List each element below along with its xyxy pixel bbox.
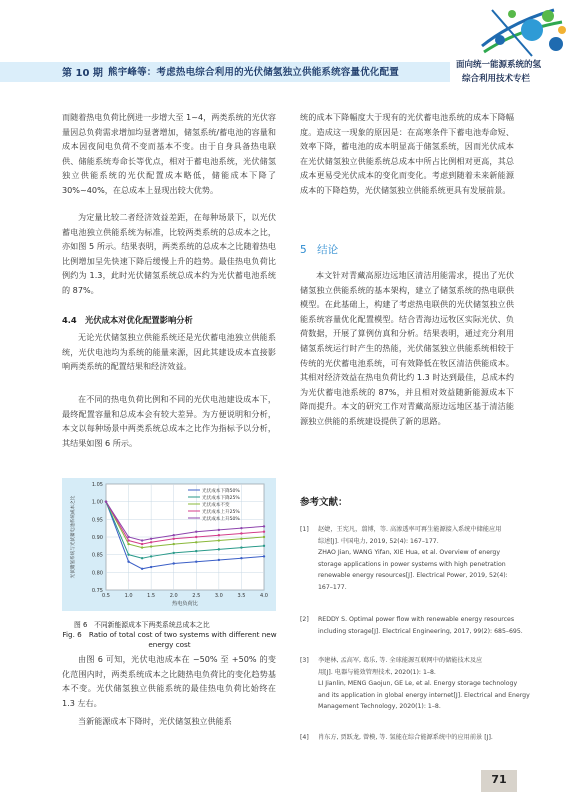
x-axis-label: 热电负荷比 bbox=[172, 601, 198, 607]
data-point bbox=[218, 539, 220, 541]
reference-line: 用[J]. 电器与能效管理技术, 2020(1): 1–8. bbox=[318, 668, 436, 676]
paragraph: 无论光伏储氢独立供能系统还是光伏蓄电池独立供能系统，光伏电池均为系统的能量来源，因此其建设成本直接影响两类系统的配置结果和经济效益。 bbox=[62, 332, 276, 372]
reference-line: including storage[J]. Electrical Engineering, 2017, 99(2): 685–695. bbox=[318, 627, 523, 635]
paragraph: 由图 6 可知，光伏电池成本在 −50% 至 +50% 的变化范围内时，两类系统成本之比随热电负荷比的变化趋势基本不变。光伏储氢独立供能系统的最佳热电负荷比始终在 1.3 左右。 bbox=[62, 654, 276, 708]
legend-label: 光伏成本下降25% bbox=[202, 495, 240, 501]
paragraph: 本文针对青藏高原边远地区清洁用能需求，提出了光伏储氢独立供能系统的基本架构，建立了储氢系统的热电联供模型。在此基础上，构建了考虑热电联供的光伏储氢独立供能系统容量优化配置模型。结合青海边远牧区实际光伏、负荷数据，开展了算例仿真和分析。结果表明，通过充分利用储氢系统运行时产生的热能，光伏储氢独立供能系统相较于传统的光伏蓄电池系统，可有效降低在牧区清洁供能成本。其相对经济效益在热电负荷比约 1.3 时达到最佳，总成本约为光伏蓄电池系统的 87%，并且相对效益随新能源成本下降而提升。本文的研究工作对青藏高原边远地区基于清洁能源独立供能的系统建设提供了新的思路。 bbox=[300, 270, 514, 426]
legend-label: 光伏成本不变 bbox=[202, 502, 230, 508]
reference-item bbox=[300, 524, 514, 596]
data-point bbox=[141, 546, 143, 548]
x-tick-label: 0.5 bbox=[102, 593, 110, 599]
reference-line: 赵婕，王宪凡，翦博，等. 高渗透率可再生能源接入系统中储能应用 bbox=[318, 526, 502, 533]
x-tick-label: 3.5 bbox=[237, 593, 246, 599]
data-point bbox=[263, 555, 265, 557]
data-point bbox=[141, 543, 143, 545]
data-point bbox=[141, 568, 143, 570]
reference-line: storage applications in power systems with high penetration bbox=[318, 560, 506, 568]
data-point bbox=[195, 536, 197, 538]
data-point bbox=[105, 500, 107, 502]
data-point bbox=[127, 539, 129, 541]
data-point bbox=[150, 566, 152, 568]
data-point bbox=[240, 532, 242, 534]
reference-line: 综述[J]. 中国电力, 2019, 52(4): 167–177. bbox=[318, 537, 439, 545]
y-tick-label: 0.80 bbox=[91, 570, 103, 577]
issue-label: 第 10 期 bbox=[62, 68, 103, 79]
data-point bbox=[263, 536, 265, 538]
cost-ratio-chart bbox=[62, 478, 276, 611]
paragraph: 为定量比较二者经济效益差距，在每种场景下，以光伏蓄电池独立供能系统为标准，比较两类系统的总成本之比，亦如图 5 所示。结果表明，两类系统的总成本之比随着热电比例增加呈先快速下降后缓慢上升的趋势。最佳热电负荷比例约为 1.3，此时光伏储氢系统总成本约为光伏蓄电池系统的 87%。 bbox=[62, 212, 276, 295]
reference-line: 肖东方, 贾跃龙, 曾模, 等. 氢能在综合能源系统中的应用前景 [J]. bbox=[318, 734, 493, 741]
reference-line: ZHAO Jian, WANG Yifan, XIE Hua, et al. Overview of energy bbox=[318, 549, 501, 557]
data-point bbox=[240, 538, 242, 540]
energy-network-icon bbox=[462, 0, 570, 62]
y-tick-label: 1.05 bbox=[91, 482, 103, 488]
reference-number: [4] bbox=[300, 734, 309, 741]
y-axis-label: 光伏储氢系统与光伏蓄电池系统成本之比 bbox=[71, 495, 76, 579]
reference-line: 李建林, 孟高军, 葛乐, 等. 全球能源互联网中的储能技术及应 bbox=[318, 657, 483, 664]
data-point bbox=[195, 561, 197, 563]
section-heading-5: 5 结论 bbox=[300, 244, 339, 256]
data-point bbox=[173, 534, 175, 536]
data-point bbox=[150, 538, 152, 540]
reference-line: and its application in global energy internet[J]. Electrical and Energy bbox=[318, 691, 530, 699]
references-heading: 参考文献： bbox=[300, 497, 348, 508]
data-point bbox=[263, 531, 265, 533]
data-point bbox=[195, 541, 197, 543]
data-point bbox=[173, 538, 175, 540]
x-tick-label: 1.5 bbox=[147, 593, 156, 599]
figure-caption-cn: 图 6 不同新能源成本下两类系统总成本之比 bbox=[74, 621, 210, 629]
data-point bbox=[173, 543, 175, 545]
data-point bbox=[263, 525, 265, 527]
x-tick-label: 1.0 bbox=[124, 593, 133, 599]
running-title: 熊宇峰等：考虑热电综合利用的光伏储氢独立供能系统容量优化配置 bbox=[108, 67, 400, 78]
reference-item bbox=[300, 732, 514, 746]
data-point bbox=[150, 545, 152, 547]
data-point bbox=[127, 561, 129, 563]
y-tick-label: 0.85 bbox=[91, 552, 103, 559]
reference-line: Management Technology, 2020(1): 1–8. bbox=[318, 703, 441, 711]
page-number: 71 bbox=[491, 773, 507, 786]
data-point bbox=[127, 553, 129, 555]
reference-number: [2] bbox=[300, 616, 309, 623]
reference-number: [3] bbox=[300, 657, 309, 664]
paragraph: 而随着热电负荷比例进一步增大至 1~4，两类系统的光伏容量因总负荷需求增加均显著增加，储氢系统/蓄电池的容量和成本因夜间电负荷不变而基本不变。由于自身具备热电联供、储能系统寿命长等优点，相对于蓄电池系统，光伏储氢独立供能系统的光伏配置成本略低，储能成本下降了 30%~40%，在总成本上显现出较大优势。 bbox=[62, 112, 276, 195]
legend-label: 光伏成本下降50% bbox=[202, 488, 240, 494]
data-point bbox=[195, 550, 197, 552]
legend-label: 光伏成本上升25% bbox=[202, 509, 240, 515]
reference-line: renewable energy resources[J]. Electrical Power, 2019, 52(4): bbox=[318, 572, 508, 580]
reference-item bbox=[300, 655, 530, 715]
data-point bbox=[218, 529, 220, 531]
data-point bbox=[218, 534, 220, 536]
reference-line: REDDY S. Optimal power flow with renewable energy resources bbox=[318, 616, 515, 623]
data-point bbox=[141, 539, 143, 541]
column-title-line2: 综合利用技术专栏 bbox=[462, 74, 531, 84]
paragraph: 统的成本下降幅度大于现有的光伏蓄电池系统的成本下降幅度。造成这一现象的原因是：在高寒条件下蓄电池寿命短、效率下降，蓄电池的成本明显高于储氢系统，因而光伏成本在光伏储氢独立供能系统总成本中所占比例相对更高，其总成本更易受光伏成本的变化而变化。考虑到随着未来新能源成本的下降趋势，光伏储氢独立供能系统更具有发展前景。 bbox=[300, 112, 514, 195]
data-point bbox=[240, 527, 242, 529]
reference-line: LI Jianlin, MENG Gaojun, GE Le, et al. Energy storage technology bbox=[318, 680, 518, 688]
paragraph: 当新能源成本下降时，光伏储氢独立供能系 bbox=[78, 716, 232, 726]
figure-caption-en: Fig. 6 Ratio of total cost of two systems with different new energy cost bbox=[62, 630, 277, 649]
data-point bbox=[173, 562, 175, 564]
y-tick-label: 0.95 bbox=[91, 517, 103, 524]
data-point bbox=[240, 557, 242, 559]
data-point bbox=[195, 531, 197, 533]
y-tick-label: 1.00 bbox=[91, 499, 103, 506]
reference-number: [1] bbox=[300, 526, 309, 533]
section-heading-4-4: 4.4 光伏成本对优化配置影响分析 bbox=[62, 315, 193, 325]
legend-label: 光伏成本上升50% bbox=[202, 516, 240, 522]
data-point bbox=[263, 545, 265, 547]
x-tick-label: 2.0 bbox=[169, 593, 178, 599]
data-point bbox=[150, 555, 152, 557]
data-point bbox=[150, 541, 152, 543]
column-title-line1: 面向统一能源系统的氢 bbox=[456, 60, 542, 70]
x-tick-label: 3.0 bbox=[214, 593, 223, 599]
y-tick-label: 0.75 bbox=[91, 588, 103, 594]
x-tick-label: 4.0 bbox=[260, 593, 268, 599]
data-point bbox=[127, 536, 129, 538]
y-tick-label: 0.90 bbox=[91, 535, 103, 541]
data-point bbox=[218, 559, 220, 561]
reference-item bbox=[300, 614, 523, 640]
data-point bbox=[141, 557, 143, 559]
reference-line: 167–177. bbox=[318, 583, 347, 591]
data-point bbox=[240, 546, 242, 548]
x-tick-label: 2.5 bbox=[192, 593, 201, 599]
data-point bbox=[127, 543, 129, 545]
paragraph: 在不同的热电负荷比例和不同的光伏电池建设成本下，最终配置容量和总成本会有较大差异。为方便说明和分析，本文以每种场景中两类系统总成本之比作为指标予以分析，其结果如图 6 所示。 bbox=[62, 394, 276, 448]
data-point bbox=[218, 548, 220, 550]
data-point bbox=[173, 552, 175, 554]
